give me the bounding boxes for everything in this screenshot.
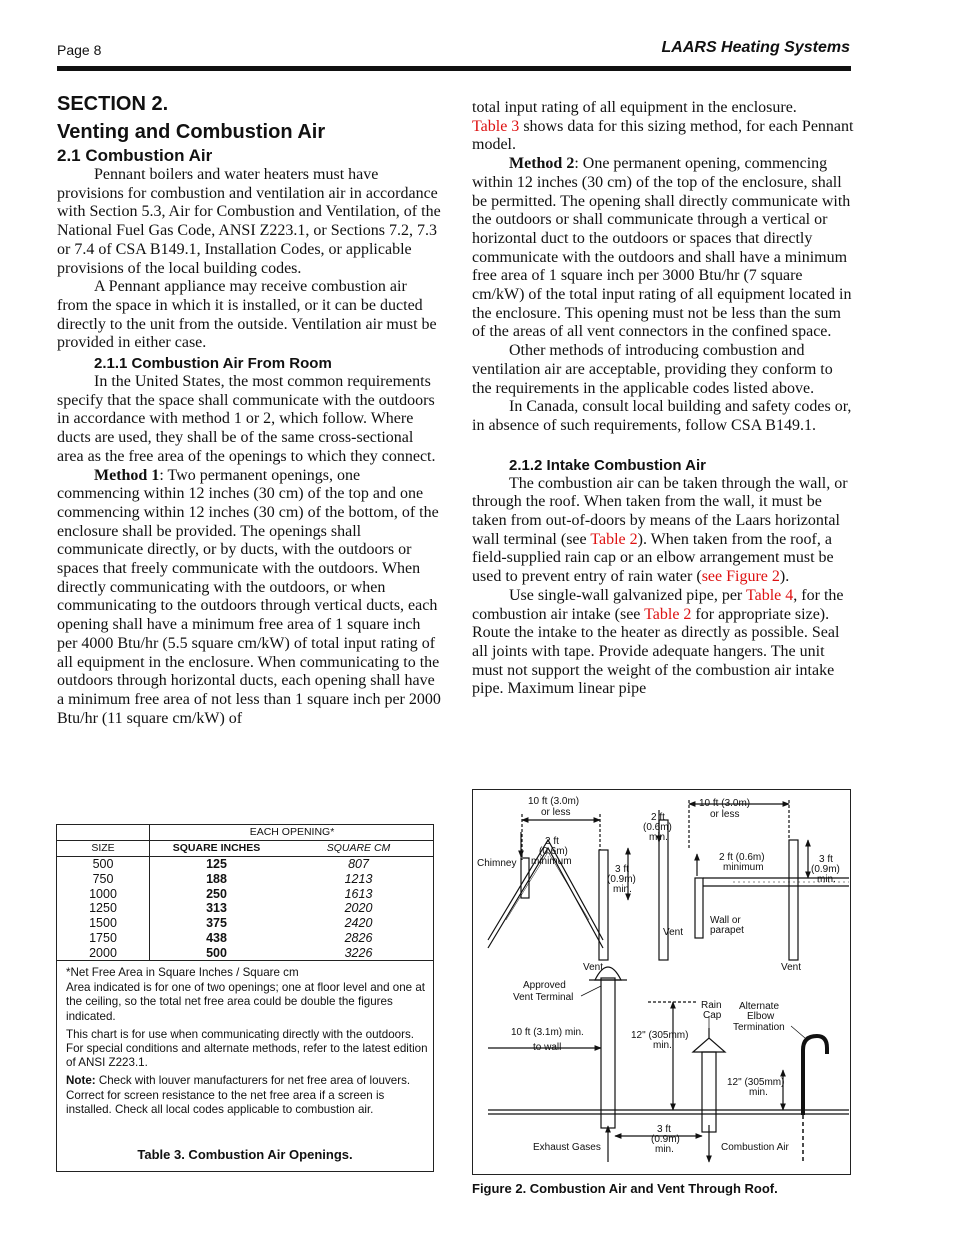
fig-label: (0.6m) bbox=[539, 846, 568, 857]
link-table-2[interactable]: Table 2 bbox=[590, 530, 638, 548]
square-inches-cell: 188 bbox=[206, 871, 227, 886]
note-louvers bbox=[66, 1074, 428, 1117]
header-each-opening: EACH OPENING* bbox=[150, 825, 435, 840]
size-cell: 500 bbox=[57, 856, 150, 871]
square-cm-cell: 3226 bbox=[283, 945, 434, 960]
method-1-text: : Two permanent openings, one commencing within 12 inches (30 cm) of the top and one commencing within 12 inches (30 cm) of the bottom, of the enclosure shall be provided. The openings shall communicate directly, or by ducts, with the outdoors or spaces that freely communicate with the outdoors. When directly communicating with the outdoors, or when communicating to the outdoors through vertical ducts, each opening shall have a minimum free area of 1 square inch per 4000 Btu/hr (5.5 square cm/kW) of total input rating of all equipment in the enclosure. When communicating to the outdoors through horizontal ducts, each opening shall have a minimum free area of not less than 1 square inch per 2000 Btu/hr (11 square cm/kW) of bbox=[57, 466, 441, 727]
square-cm-cell: 2826 bbox=[344, 930, 373, 945]
fig-label-chimney: Chimney bbox=[477, 858, 517, 869]
fig-label: min. bbox=[817, 874, 836, 885]
text-run: ). bbox=[779, 568, 790, 586]
fig-label: Cap bbox=[703, 1010, 722, 1021]
method-2-text: : One permanent opening, commencing within 12 inches (30 cm) of the top of the enclosure, shall be permitted. The opening shall directly communicate with the outdoors or shall communicate through a vertical or horizontal duct to the outdoors or spaces that directly communicate with the outdoors and shall have a minimum free area of 1 square inch per 3000 Btu/hr (7 square cm/kW) of the total input rating of all equipment located in the enclosure. This opening must not be less than the sum of the areas of all vent connectors in the confined space. bbox=[472, 155, 852, 341]
fig-label: Vent Terminal bbox=[513, 992, 574, 1003]
left-column bbox=[57, 90, 441, 728]
note-chart-use: This chart is for use when communicating directly with the outdoors. For special conditions and alternate methods, refer to the latest edition of ANSI Z223.1. bbox=[66, 1027, 428, 1070]
note-net-free-area: *Net Free Area in Square Inches / Square cm bbox=[66, 966, 299, 979]
method-1-label: Method 1 bbox=[94, 466, 160, 484]
table-header-row bbox=[57, 825, 434, 840]
paragraph: A Pennant appliance may receive combustion air from the space in which it is installed, or it can be ducted directly to the unit from the outside. Ventilation air must be provided in either case. bbox=[57, 278, 437, 352]
square-cm-cell: 1613 bbox=[344, 886, 373, 901]
text-run: The combustion air can be taken through the wall, or through the roof. When taken from the wall, it must be taken from out-of-doors by means of the Laars horizontal wall terminal (see bbox=[472, 474, 848, 548]
exhaust-pipe bbox=[601, 978, 615, 1128]
right-column bbox=[472, 99, 856, 699]
square-inches-cell: 438 bbox=[206, 930, 227, 945]
fig-label: min. bbox=[653, 1040, 672, 1051]
fig-label: (0.9m) bbox=[811, 864, 840, 875]
fig-label: minimum bbox=[723, 862, 764, 873]
heading-2-1: 2.1 Combustion Air bbox=[57, 146, 213, 165]
brand-name: LAARS Heating Systems bbox=[661, 39, 850, 56]
paragraph: Other methods of introducing combustion and ventilation air are acceptable, providing they conform to the requirements in the applicable codes listed above. bbox=[472, 342, 833, 397]
size-cell: 1750 bbox=[57, 931, 150, 946]
header-square-cm: SQUARE CM bbox=[283, 840, 434, 856]
link-table-2[interactable]: Table 2 bbox=[644, 605, 692, 623]
text-run: Use single-wall galvanized pipe, per bbox=[509, 586, 746, 604]
fig-label: min. bbox=[613, 884, 632, 895]
header-rule bbox=[57, 66, 851, 71]
paragraph-continued bbox=[472, 99, 856, 155]
note-text: Check with louver manufacturers for net free area of louvers. Correct for screen resistance to the net free area if a screen is installed. Check all local codes applicable to combustion air. bbox=[66, 1074, 411, 1116]
fig-label: (0.9m) bbox=[651, 1134, 680, 1145]
table-row bbox=[57, 916, 434, 931]
fig-label: or less bbox=[710, 809, 740, 820]
table-row bbox=[57, 901, 434, 916]
roof-vent-diagram bbox=[473, 790, 850, 1174]
table-row bbox=[57, 886, 434, 901]
paragraph-method-2 bbox=[472, 155, 856, 342]
fig-label: Alternate bbox=[739, 1001, 780, 1012]
intake-pipe bbox=[702, 1052, 716, 1132]
fig-label: min. bbox=[649, 832, 668, 843]
fig-label: 3 ft bbox=[657, 1124, 671, 1135]
paragraph-method-1 bbox=[57, 467, 441, 729]
section-title: Venting and Combustion Air bbox=[57, 121, 326, 143]
section-number: SECTION 2. bbox=[57, 93, 169, 115]
fig-label-vent: Vent bbox=[663, 927, 684, 938]
fig-label: 10 ft (3.0m) bbox=[699, 798, 751, 809]
paragraph: In Canada, consult local building and safety codes or, in absence of such requirements, follow CSA B149.1. bbox=[472, 398, 852, 434]
fig-label: 2 ft bbox=[545, 836, 559, 847]
continued-text: shows data for this sizing method, for each Pennant model. bbox=[472, 117, 854, 154]
fig-label: 10 ft (3.0m) bbox=[528, 796, 580, 807]
text-run: ). When taken from the roof, a field-supplied rain cap or an elbow arrangement must be used to prevent entry of rain water ( bbox=[472, 530, 834, 586]
fig-label: 10 ft (3.1m) min. bbox=[511, 1027, 584, 1038]
fig-label: Elbow bbox=[747, 1011, 775, 1022]
square-inches-cell: 250 bbox=[206, 886, 227, 901]
paragraph bbox=[472, 587, 856, 699]
link-figure-2[interactable]: see Figure 2 bbox=[701, 568, 780, 586]
table-caption: Table 3. Combustion Air Openings. bbox=[137, 1147, 353, 1162]
combustion-air-table bbox=[57, 825, 434, 961]
note-area-indicated: Area indicated is for one of two openings; one at floor level and one at the ceiling, so the total net free area could be double the figures indicated. bbox=[66, 981, 425, 1023]
link-table-4[interactable]: Table 4 bbox=[745, 586, 794, 604]
fig-label-exhaust: Exhaust Gases bbox=[533, 1142, 601, 1153]
fig-label: min. bbox=[749, 1087, 768, 1098]
fig-label: minimum bbox=[531, 856, 572, 867]
table-body bbox=[57, 856, 434, 961]
size-cell: 1250 bbox=[57, 901, 150, 916]
fig-label-vent: Vent bbox=[781, 962, 802, 973]
header-size: SIZE bbox=[57, 840, 150, 856]
table-3-box bbox=[56, 824, 434, 1172]
fig-label: 12" (305mm) bbox=[631, 1030, 689, 1041]
square-inches-cell: 313 bbox=[206, 901, 227, 916]
table-row bbox=[57, 945, 434, 960]
parapet-wall bbox=[695, 878, 703, 938]
fig-label: or less bbox=[541, 807, 571, 818]
figure-2-box bbox=[472, 789, 851, 1175]
fig-label: 2 ft bbox=[651, 812, 665, 823]
fig-label: 2 ft (0.6m) bbox=[719, 852, 765, 863]
square-cm-cell: 2020 bbox=[344, 901, 373, 916]
note-label: Note: bbox=[66, 1074, 96, 1088]
heading-2-1-2: 2.1.2 Intake Combustion Air bbox=[509, 456, 706, 474]
header-square-inches: SQUARE INCHES bbox=[150, 840, 284, 856]
size-cell: 2000 bbox=[57, 945, 150, 960]
fig-label: min. bbox=[655, 1144, 674, 1155]
size-cell: 750 bbox=[57, 871, 150, 886]
table-row bbox=[57, 871, 434, 886]
fig-label: Termination bbox=[733, 1022, 785, 1033]
fig-label: 3 ft bbox=[819, 854, 833, 865]
square-cm-cell: 807 bbox=[348, 856, 369, 871]
square-inches-cell: 500 bbox=[150, 945, 284, 960]
table-header-row bbox=[57, 840, 434, 856]
vent-pipe-right bbox=[789, 840, 798, 960]
fig-label-vent: Vent bbox=[583, 962, 604, 973]
header-blank bbox=[57, 825, 150, 840]
fig-label-combustion-air: Combustion Air bbox=[721, 1142, 789, 1153]
table-row bbox=[57, 856, 434, 871]
fig-label: 12" (305mm) bbox=[727, 1077, 785, 1088]
fig-label: Approved bbox=[523, 980, 566, 991]
fig-label: parapet bbox=[710, 925, 744, 936]
table-notes bbox=[66, 966, 428, 1121]
alternate-elbow bbox=[803, 1036, 827, 1115]
heading-2-1-1: 2.1.1 Combustion Air From Room bbox=[94, 355, 332, 373]
fig-label: Rain bbox=[701, 1000, 722, 1011]
square-cm-cell: 1213 bbox=[344, 871, 373, 886]
link-table-3[interactable]: Table 3 bbox=[472, 117, 520, 135]
size-cell: 1500 bbox=[57, 916, 150, 931]
continued-text: total input rating of all equipment in the enclosure. bbox=[472, 99, 797, 116]
text-run: , for the combustion air intake (see bbox=[472, 586, 844, 623]
fig-label: (0.6m) bbox=[643, 822, 672, 833]
rain-cap bbox=[693, 1038, 725, 1052]
figure-caption: Figure 2. Combustion Air and Vent Through Roof. bbox=[472, 1181, 778, 1196]
table-row bbox=[57, 931, 434, 946]
method-2-label: Method 2 bbox=[509, 155, 575, 173]
fig-label: Wall or bbox=[710, 915, 741, 926]
paragraph bbox=[472, 475, 856, 587]
fig-label: to wall bbox=[533, 1042, 562, 1053]
paragraph: Pennant boilers and water heaters must have provisions for combustion and ventilation air in accordance with Section 5.3, Air for Combustion and Ventilation, of the National Fuel Gas Code, ANSI Z223.1, or Sections 7.2, 7.3 or 7.4 of CSA B149.1, Installation Codes, or applicable provisions of the local building codes. bbox=[57, 166, 441, 277]
page-number: Page 8 bbox=[57, 42, 102, 58]
fig-label: (0.9m) bbox=[607, 874, 636, 885]
square-cm-cell: 2420 bbox=[344, 916, 373, 931]
text-run: for appropriate size). Route the intake to the heater as directly as possible. Seal all joints with tape. Provide adequate hangers. The unit must not support the weight of the combustion air intake pipe. Maximum linear pipe bbox=[472, 605, 840, 698]
square-inches-cell: 125 bbox=[206, 856, 227, 871]
square-inches-cell: 375 bbox=[206, 916, 227, 931]
fig-label: 3 ft bbox=[615, 864, 629, 875]
paragraph: In the United States, the most common requirements specify that the space shall communicate with the outdoors in accordance with method 1 or 2, which follow. Where ducts are used, they shall be of the same cross-sectional area as the free area of the openings to which they connect. bbox=[57, 373, 436, 465]
size-cell: 1000 bbox=[57, 886, 150, 901]
